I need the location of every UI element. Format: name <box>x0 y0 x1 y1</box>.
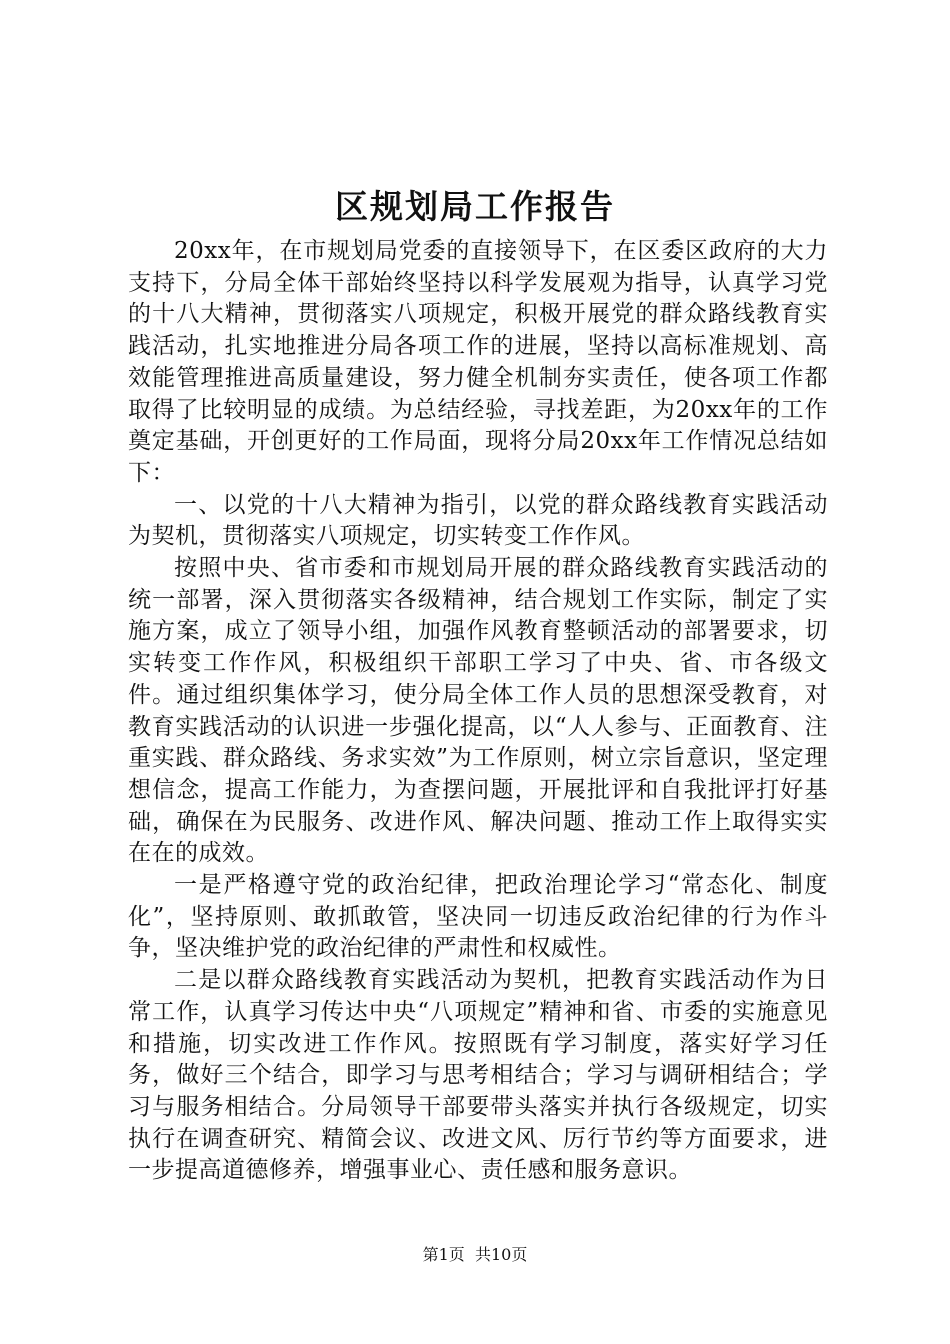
paragraph-intro: 20xx年，在市规划局党委的直接领导下，在区委区政府的大力支持下，分局全体干部始终坚持以科学发展观为指导，认真学习党的十八大精神，贯彻落实八项规定，积极开展党的群众路线教育实践活动，扎实地推进分局各项工作的进展，坚持以高标准规划、高效能管理推进高质量建设，努力健全机制夯实责任，使各项工作都取得了比较明显的成绩。为总结经验，寻找差距，为20xx年的工作奠定基础，开创更好的工作局面，现将分局20xx年工作情况总结如下： <box>128 238 828 486</box>
document-body <box>128 236 828 1187</box>
paragraph-section-heading: 一、以党的十八大精神为指引，以党的群众路线教育实践活动为契机，贯彻落实八项规定，切实转变工作作风。 <box>128 491 828 550</box>
paragraph-point-two: 二是以群众路线教育实践活动为契机，把教育实践活动作为日常工作，认真学习传达中央“八项规定”精神和省、市委的实施意见和措施，切实改进工作作风。按照既有学习制度，落实好学习任务，做好三个结合，即学习与思考相结合；学习与调研相结合；学习与服务相结合。分局领导干部要带头落实并执行各级规定，切实执行在调查研究、精简会议、改进文风、厉行节约等方面要求，进一步提高道德修养，增强事业心、责任感和服务意识。 <box>128 967 828 1184</box>
page-number: 第1页 <box>422 1245 465 1264</box>
paragraph-point-one: 一是严格遵守党的政治纪律，把政治理论学习“常态化、制度化”，坚持原则、敢抓敢管，坚决同一切违反政治纪律的行为作斗争，坚决维护党的政治纪律的严肃性和权威性。 <box>128 872 828 962</box>
document-title: 区规划局工作报告 <box>335 187 615 226</box>
page-footer <box>0 1244 950 1266</box>
page-total: 共10页 <box>474 1245 528 1264</box>
paragraph-deployment: 按照中央、省市委和市规划局开展的群众路线教育实践活动的统一部署，深入贯彻落实各级精神，结合规划工作实际，制定了实施方案，成立了领导小组，加强作风教育整顿活动的部署要求，切实转变工作作风，积极组织干部职工学习了中央、省、市各级文件。通过组织集体学习，使分局全体工作人员的思想深受教育，对教育实践活动的认识进一步强化提高，以“人人参与、正面教育、注重实践、群众路线、务求实效”为工作原则，树立宗旨意识，坚定理想信念，提高工作能力，为查摆问题，开展批评和自我批评打好基础，确保在为民服务、改进作风、解决问题、推动工作上取得实实在在的成效。 <box>128 555 828 867</box>
footer-separator <box>465 1245 475 1264</box>
